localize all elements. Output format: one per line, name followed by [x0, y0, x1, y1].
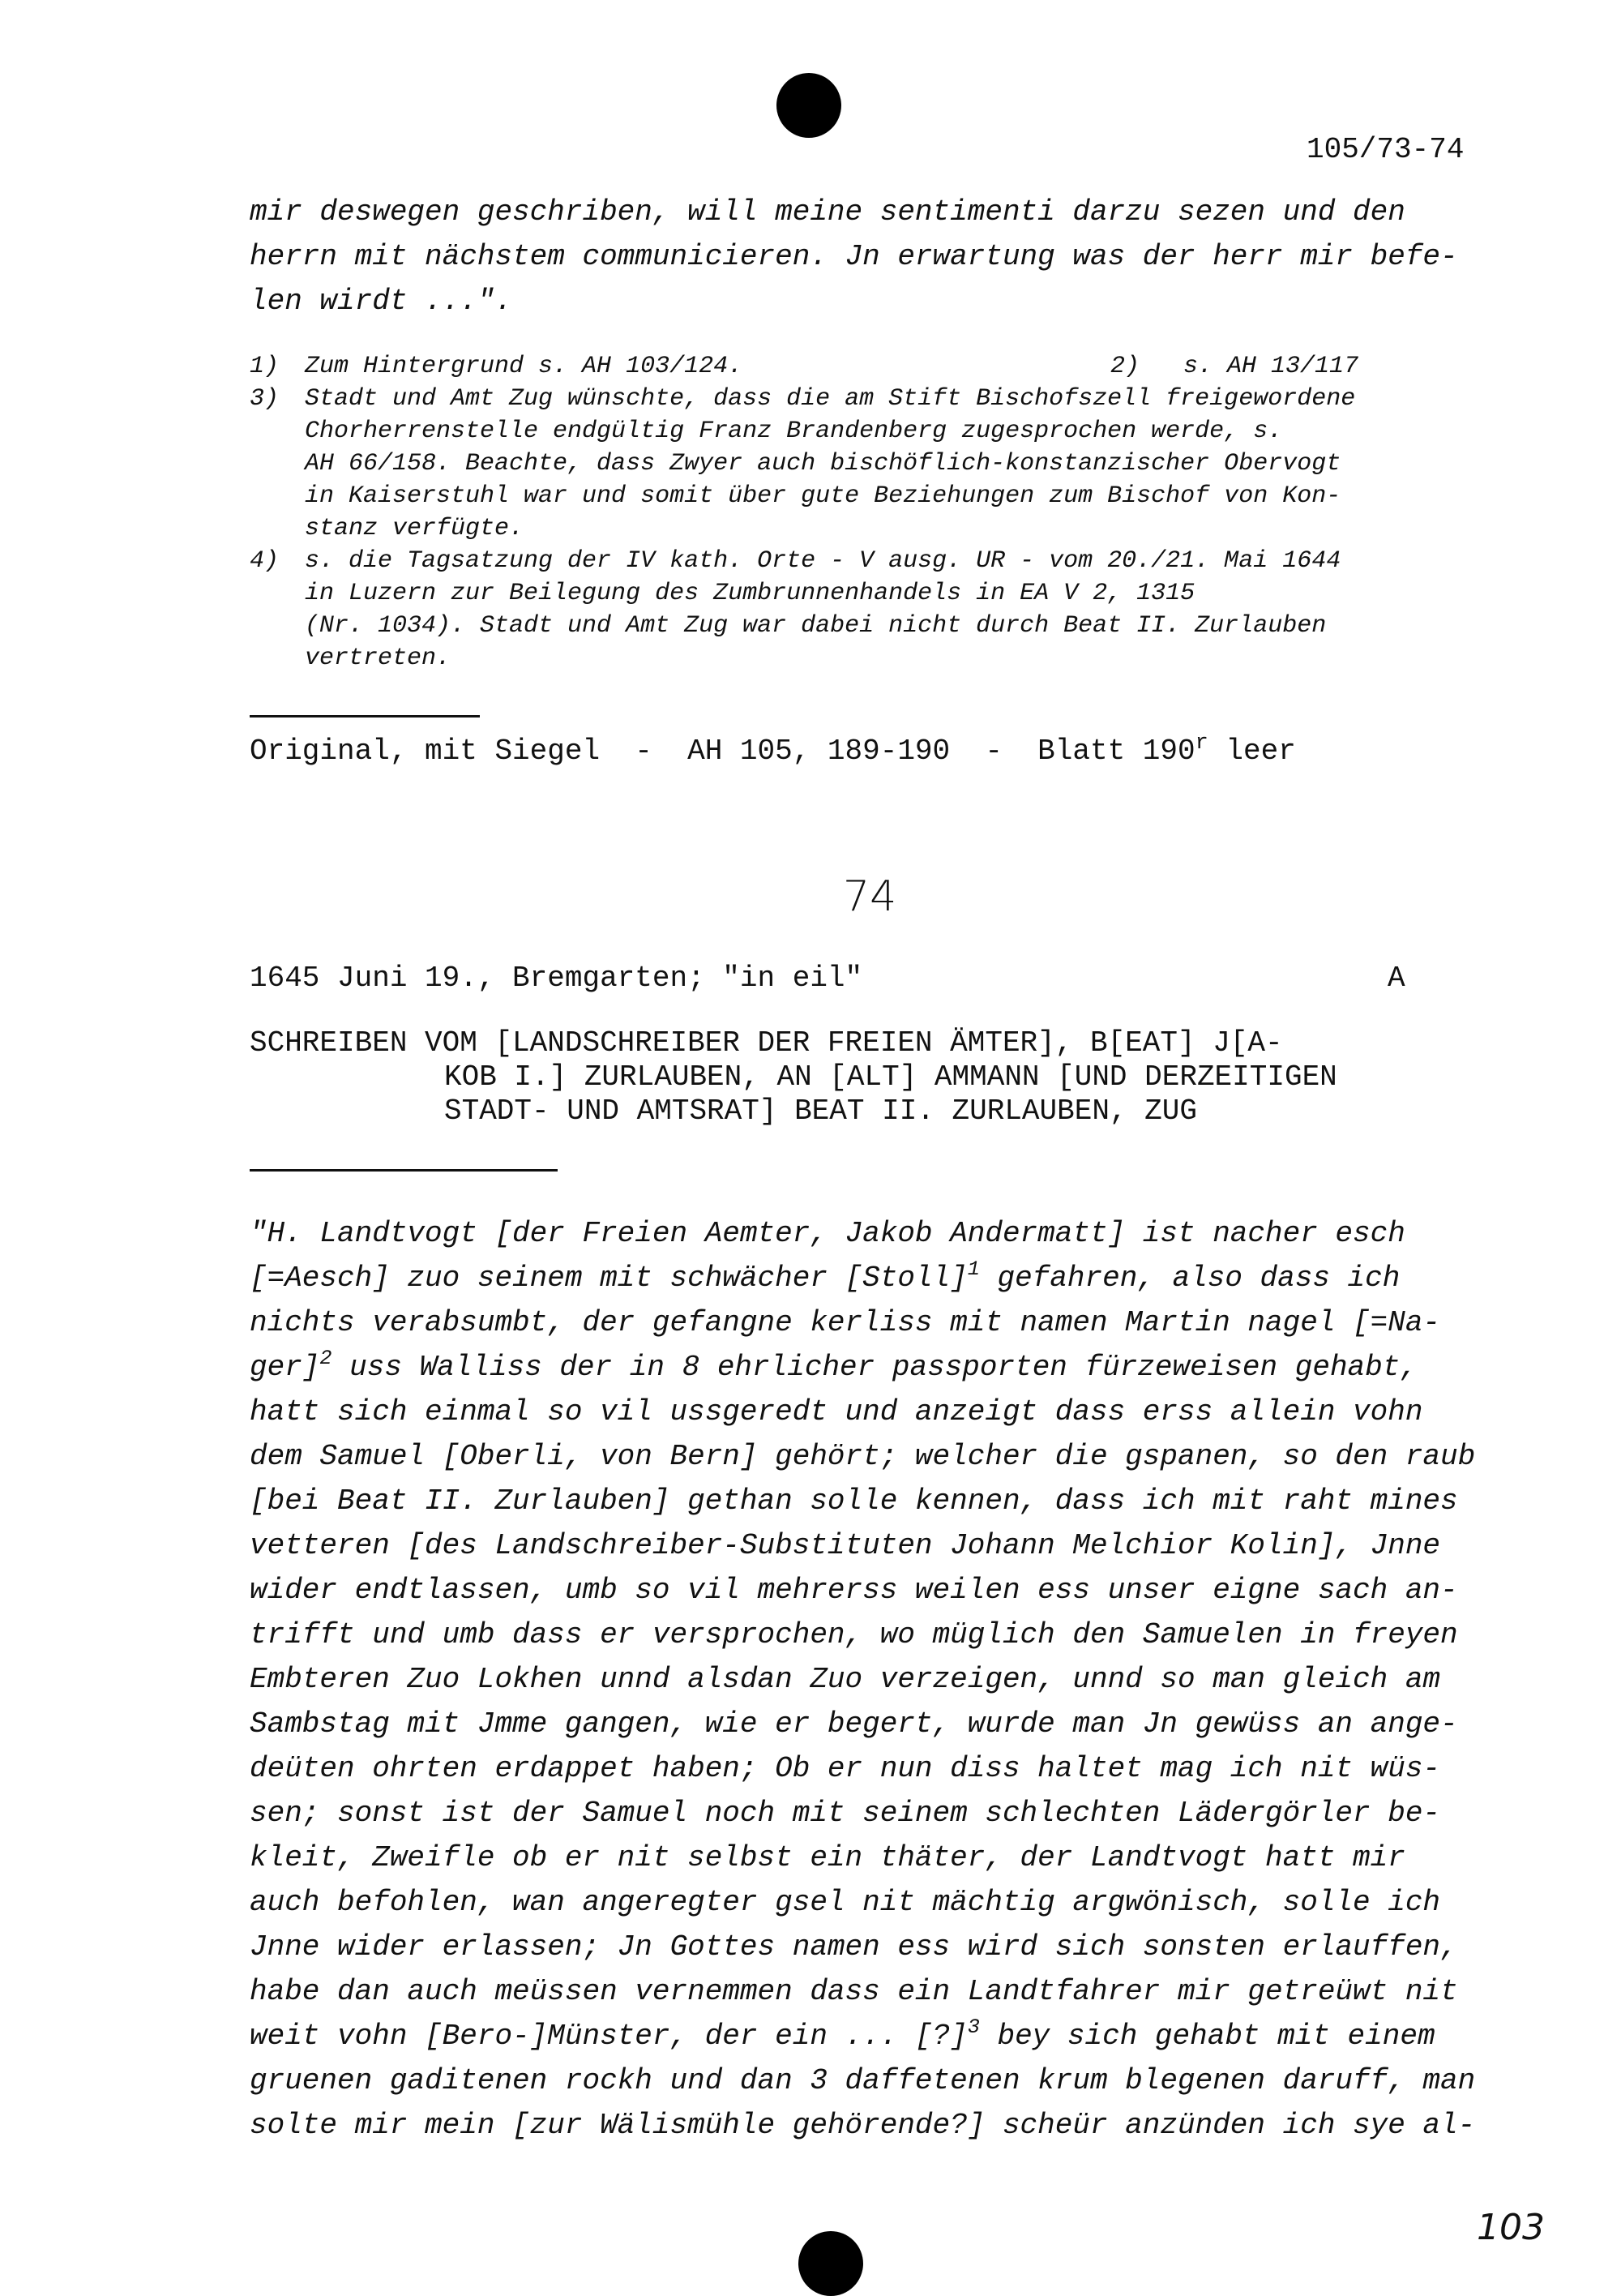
text-line: gruenen gaditenen rockh und dan 3 daffetenen krum blegenen daruff, man — [250, 2064, 1476, 2097]
footnote-row — [250, 642, 1514, 675]
footnote-text: s. AH 13/117 — [1183, 353, 1359, 380]
footnote-number: 4) — [250, 547, 280, 575]
text-line: [bei Beat II. Zurlauben] gethan solle kennen, dass ich mit raht mines — [250, 1484, 1458, 1518]
text-line — [250, 1345, 1475, 1390]
footnote-text: stanz verfügte. — [305, 515, 524, 542]
text-line: herrn mit nächstem communicieren. Jn erwartung was der herr mir befe- — [250, 240, 1458, 273]
previous-letter-tail — [250, 190, 1458, 323]
date-line: 1645 Juni 19., Bremgarten; "in eil" — [250, 962, 863, 995]
letter-body — [250, 1211, 1475, 2148]
footnote-row — [250, 350, 1514, 383]
text-line: Jnne wider erlassen; Jn Gottes namen ess wird sich sonsten erlauffen, — [250, 1930, 1458, 1964]
page-reference: 105/73-74 — [1307, 133, 1465, 166]
source-line — [250, 730, 1296, 768]
heading-line: STADT- UND AMTSRAT] BEAT II. ZURLAUBEN, ZUG — [444, 1094, 1197, 1128]
footnote-row — [250, 448, 1514, 480]
text-line: wider endtlassen, umb so vil mehrerss weilen ess unser eigne sach an- — [250, 1574, 1458, 1607]
text-segment: ger] — [250, 1351, 320, 1384]
footnote-text: Stadt und Amt Zug wünschte, dass die am Stift Bischofszell freigewordene — [305, 385, 1356, 413]
footnote-row — [250, 480, 1514, 512]
text-line — [250, 2014, 1475, 2058]
source-superscript: r — [1195, 730, 1208, 756]
heading-line: SCHREIBEN VOM [LANDSCHREIBER DER FREIEN ÄMTER], B[EAT] J[A- — [250, 1026, 1283, 1060]
text-line — [250, 1256, 1475, 1300]
footnote-row — [250, 545, 1514, 577]
footnote-text: Zum Hintergrund s. AH 103/124. — [305, 353, 743, 380]
footnote-text: in Luzern zur Beilegung des Zumbrunnenhandels in EA V 2, 1315 — [305, 580, 1195, 607]
footnote-number: 1) — [250, 353, 280, 380]
footnote-row — [250, 577, 1514, 610]
text-line: mir deswegen geschriben, will meine sentimenti darzu sezen und den — [250, 195, 1405, 229]
section-rule — [250, 715, 480, 718]
text-segment: bey sich gehabt mit einem — [979, 2020, 1435, 2053]
text-line: "H. Landtvogt [der Freien Aemter, Jakob Andermatt] ist nacher esch — [250, 1217, 1405, 1250]
footnote-text: AH 66/158. Beachte, dass Zwyer auch bischöflich-konstanzischer Obervogt — [305, 450, 1341, 478]
footnote-row — [250, 383, 1514, 415]
source-suffix: leer — [1208, 735, 1296, 768]
text-line: nichts verabsumbt, der gefangne kerliss mit namen Martin nagel [=Na- — [250, 1306, 1441, 1339]
footnote-text: in Kaiserstuhl war und somit über gute Beziehungen zum Bischof von Kon- — [305, 482, 1341, 510]
heading-rule — [250, 1169, 558, 1172]
document-heading — [250, 1026, 1337, 1129]
footnote-row — [250, 415, 1514, 448]
text-line: solte mir mein [zur Wälismühle gehörende?] scheür anzünden ich sye al- — [250, 2109, 1476, 2142]
text-line: hatt sich einmal so vil ussgeredt und anzeigt dass erss allein vohn — [250, 1395, 1423, 1429]
footnote-ref: 2 — [319, 1347, 332, 1371]
footnote-text: (Nr. 1034). Stadt und Amt Zug war dabei nicht durch Beat II. Zurlauben — [305, 612, 1327, 640]
text-segment: uss Walliss der in 8 ehrlicher passporten fürzeweisen gehabt, — [331, 1351, 1418, 1384]
document-type: A — [1388, 962, 1405, 995]
text-line: Sambstag mit Jmme gangen, wie er begert, wurde man Jn gewüss an ange- — [250, 1707, 1458, 1741]
text-line: deüten ohrten erdappet haben; Ob er nun diss haltet mag ich nit wüs- — [250, 1752, 1441, 1785]
text-segment: [=Aesch] zuo seinem mit schwächer [Stoll] — [250, 1262, 968, 1295]
text-line: vetteren [des Landschreiber-Substituten Johann Melchior Kolin], Jnne — [250, 1529, 1441, 1562]
footnote-text: Chorherrenstelle endgültig Franz Brandenberg zugesprochen werde, s. — [305, 418, 1283, 445]
footnote-ref: 1 — [967, 1257, 980, 1282]
text-line: habe dan auch meüssen vernemmen dass ein Landtfahrer mir getreüwt nit — [250, 1975, 1458, 2008]
footnote-text: s. die Tagsatzung der IV kath. Orte - V ausg. UR - vom 20./21. Mai 1644 — [305, 547, 1341, 575]
document-number: 74 — [843, 872, 897, 921]
heading-line: KOB I.] ZURLAUBEN, AN [ALT] AMMANN [UND DERZEITIGEN — [444, 1060, 1337, 1094]
footnote-text: vertreten. — [305, 645, 451, 672]
footnote-row — [250, 610, 1514, 642]
text-line: len wirdt ...". — [250, 285, 513, 318]
text-line: trifft und umb dass er versprochen, wo müglich den Samuelen in freyen — [250, 1618, 1458, 1651]
source-prefix: Original, mit Siegel - AH 105, 189-190 - Blatt 190 — [250, 735, 1195, 768]
footnote-number: 2) — [1110, 353, 1140, 380]
footnote-ref: 3 — [967, 2015, 980, 2040]
footnote-number: 3) — [250, 385, 280, 413]
footnote-row — [250, 512, 1514, 545]
text-line: sen; sonst ist der Samuel noch mit seinem schlechten Lädergörler be- — [250, 1797, 1441, 1830]
punch-hole-bottom — [798, 2231, 863, 2296]
text-line: auch befohlen, wan angeregter gsel nit mächtig argwönisch, solle ich — [250, 1886, 1441, 1919]
text-line: kleit, Zweifle ob er nit selbst ein thäter, der Landtvogt hatt mir — [250, 1841, 1405, 1874]
text-line: Embteren Zuo Lokhen unnd alsdan Zuo verzeigen, unnd so man gleich am — [250, 1663, 1441, 1696]
folio-number-handwritten: 103 — [1477, 2207, 1545, 2248]
punch-hole-top — [776, 73, 841, 138]
footnotes — [250, 350, 1514, 675]
text-line: dem Samuel [Oberli, von Bern] gehört; welcher die gspanen, so den raub — [250, 1440, 1476, 1473]
text-segment: weit vohn [Bero-]Münster, der ein ... [?] — [250, 2020, 968, 2053]
text-segment: gefahren, also dass ich — [979, 1262, 1401, 1295]
